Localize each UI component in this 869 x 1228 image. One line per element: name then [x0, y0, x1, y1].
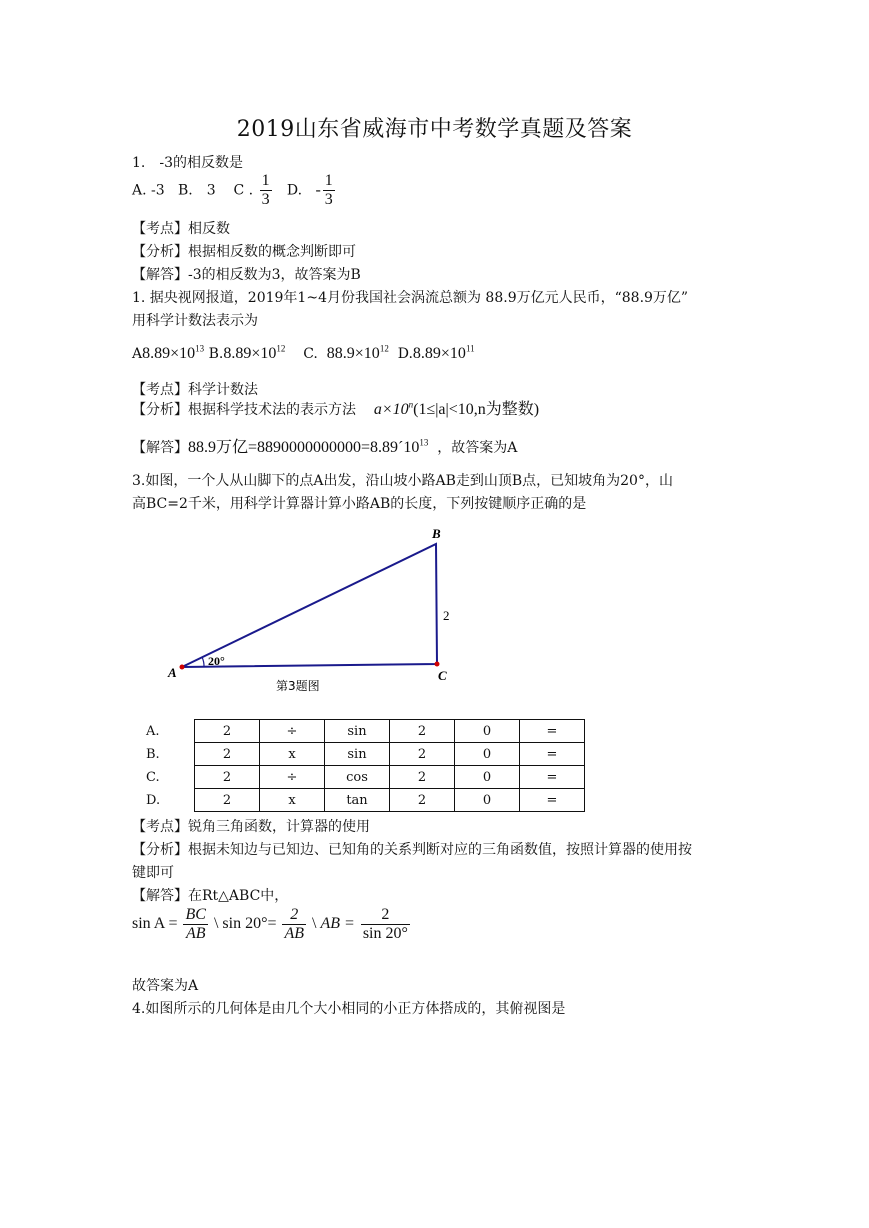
q1-kaodian: 【考点】相反数 — [132, 221, 230, 237]
q1-option-d: D. — [286, 182, 303, 199]
key-row-label: D. — [146, 792, 161, 808]
side-bc-label: 2 — [443, 608, 450, 623]
q1-jieda: 【解答】-3的相反数为3，故答案为B — [132, 267, 361, 283]
page-title: 2019山东省威海市中考数学真题及答案 — [236, 117, 633, 142]
calculator-key: ÷ — [260, 766, 325, 789]
q1-fenxi: 【分析】根据相反数的概念判断即可 — [132, 244, 356, 260]
q1-options: A. -3 B. 3 C . $\frac{1}{3}$ D. - $\frac{1}{3}$ — [132, 172, 333, 208]
calculator-key: cos — [325, 766, 390, 789]
q2-jieda: 【解答】88.9万亿$=8890000000000=8.89´10^{13}$ ，故答案为A — [132, 437, 518, 456]
calculator-key: 0 — [455, 766, 520, 789]
q2-fenxi: 【分析】根据科学技术法的表示方法 $a\times 10^n(1\le|a|<10,n$为整数) — [132, 399, 540, 418]
calculator-key: 0 — [455, 789, 520, 812]
q3-stem-line2: 高BC=2千米，用科学计算器计算小路AB的长度，下列按键顺序正确的是 — [132, 496, 587, 512]
q2-kaodian: 【考点】科学计数法 — [132, 382, 258, 398]
q3-formula: sin A = $\frac{BC}{AB}$ \ sin 20°= $\frac{2}{AB}$ \ AB = $\frac{2}{\sin 20^\circ}$ — [132, 906, 408, 942]
calculator-key: 0 — [455, 743, 520, 766]
q1-option-c-fraction: $\frac{1}{3}$ — [261, 172, 270, 208]
triangle-abc — [182, 544, 437, 667]
q3-answer: 故答案为A — [132, 978, 199, 994]
calculator-key-table — [140, 719, 585, 812]
calculator-key: 2 — [390, 743, 455, 766]
label-c: C — [438, 668, 447, 683]
calculator-key: x — [260, 789, 325, 812]
q2-option-c: $88.9\times 10^{12}$ — [326, 343, 389, 362]
calculator-key: = — [520, 743, 585, 766]
calculator-key: 2 — [195, 789, 260, 812]
q2-option-a: $8.89\times 10^{13}$ — [142, 343, 205, 362]
calculator-key: 2 — [195, 743, 260, 766]
q2-stem-line2: 用科学计数法表示为 — [132, 313, 258, 329]
key-row-label: C. — [146, 769, 160, 785]
calculator-key: 2 — [390, 766, 455, 789]
q1-option-b: B. 3 — [178, 182, 216, 199]
key-row — [140, 789, 585, 812]
q2-options: $A8.89\times 10^{13}$ $B.8.89\times 10^{12}$ C. $88.9\times 10^{12}$ $D.8.89\times 10^{11}$ — [132, 343, 475, 362]
q2-jieda-formula: 88.9万亿$=8890000000000=8.89´10^{13}$ — [188, 437, 429, 456]
calculator-key: = — [520, 766, 585, 789]
figure-caption: 第3题图 — [276, 679, 320, 693]
calculator-key: sin — [325, 720, 390, 743]
triangle-figure — [160, 520, 480, 700]
point-a — [180, 665, 185, 670]
q2-fenxi-formula: $a\times 10^n(1\le|a|<10,n$为整数) — [373, 399, 540, 418]
key-row — [140, 766, 585, 789]
q3-kaodian: 【考点】锐角三角函数，计算器的使用 — [132, 819, 370, 835]
q1-option-c: C . — [233, 182, 254, 199]
calculator-key: 2 — [390, 789, 455, 812]
q2-option-d: $8.89\times 10^{11}$ — [412, 343, 475, 362]
q1-stem: 1. -3的相反数是 — [132, 155, 243, 171]
q4-stem: 4.如图所示的几何体是由几个大小相同的小正方体搭成的，其俯视图是 — [132, 1001, 566, 1017]
calculator-key: = — [520, 789, 585, 812]
calculator-key: sin — [325, 743, 390, 766]
calculator-key: 0 — [455, 720, 520, 743]
q3-stem-line1: 3.如图，一个人从山脚下的点A出发，沿山坡小路AB走到山顶B点，已知坡角为20°，山 — [132, 473, 673, 489]
calculator-key: 2 — [195, 766, 260, 789]
calculator-key: = — [520, 720, 585, 743]
angle-label: 20° — [208, 654, 225, 668]
key-row-label: A. — [146, 723, 160, 739]
key-row — [140, 720, 585, 743]
q1-option-d-fraction: $\frac{1}{3}$ — [324, 172, 333, 208]
calculator-key: tan — [325, 789, 390, 812]
calculator-key: ÷ — [260, 720, 325, 743]
key-row — [140, 743, 585, 766]
calculator-key: 2 — [195, 720, 260, 743]
key-row-label: B. — [146, 746, 160, 762]
calculator-key: x — [260, 743, 325, 766]
q3-fenxi-line1: 【分析】根据未知边与已知边、已知角的关系判断对应的三角函数值，按照计算器的使用按 — [132, 842, 692, 858]
point-c — [435, 662, 440, 667]
q2-stem-line1: 1. 据央视网报道，2019年1~4月份我国社会涡流总额为 88.9万亿元人民币，“88.9万亿” — [132, 290, 689, 306]
q3-jieda: 【解答】在Rt△ABC中， — [132, 888, 289, 904]
label-b: B — [432, 526, 441, 541]
q3-fenxi-line2: 键即可 — [132, 865, 174, 881]
calculator-key: 2 — [390, 720, 455, 743]
q2-option-b: $8.89\times 10^{12}$ — [223, 343, 286, 362]
label-a: A — [168, 665, 177, 680]
q1-option-a: A. -3 — [132, 182, 165, 199]
angle-arc — [202, 657, 204, 667]
